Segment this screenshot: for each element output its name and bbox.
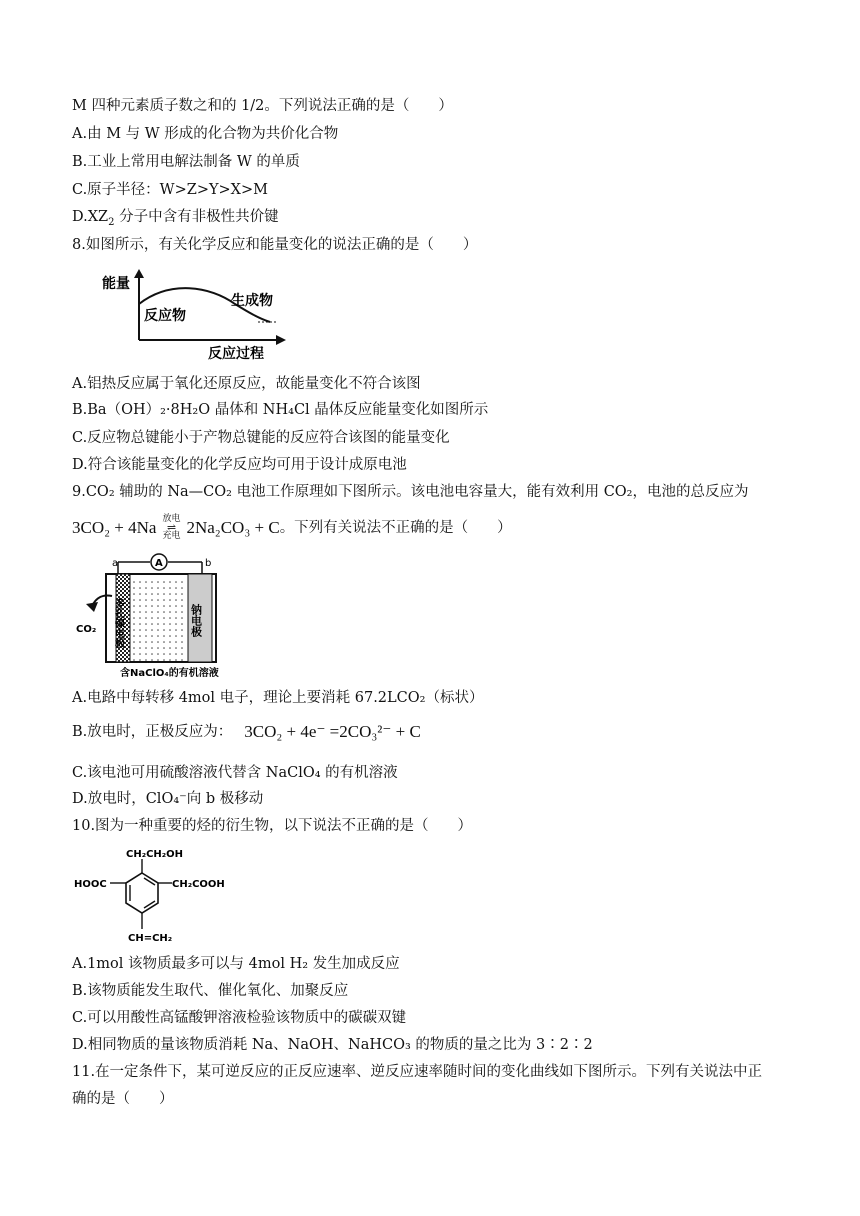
q11-stem-line2: 确的是（ ） [72,1091,174,1107]
electrolyte-caption: 含NaClO₄的有机溶液 [120,668,219,679]
reactant-label: 反应物 [144,308,186,324]
q10-option-a: A.1mol 该物质最多可以与 4mol H₂ 发生加成反应 [72,956,400,972]
q7-option-a: A.由 M 与 W 形成的化合物为共价化合物 [72,126,339,142]
q8-option-a: A.铝热反应属于氧化还原反应，故能量变化不符合该图 [72,376,421,392]
q8-stem: 8.如图所示，有关化学反应和能量变化的说法正确的是（ ） [72,237,478,253]
q8-option-b: B.Ba（OH）₂·8H₂O 晶体和 NH₄Cl 晶体反应能量变化如图所示 [72,402,489,418]
q7-option-b: B.工业上常用电解法制备 W 的单质 [72,154,300,170]
battery-diagram [72,550,232,682]
equation-right: 2Na₂CO₃ + C [186,518,280,537]
terminal-b-label: b [205,558,212,569]
q8-option-d: D.符合该能量变化的化学反应均可用于设计成原电池 [72,457,407,473]
product-label: 生成物 [231,293,273,309]
terminal-a-label: a [112,558,119,569]
q9-stem: 9.CO₂ 辅助的 Na—CO₂ 电池工作原理如下图所示。该电池电容量大，能有效利用 CO₂，电池的总反应为 [72,484,749,500]
q10-option-d: D.相同物质的量该物质消耗 Na、NaOH、NaHCO₃ 的物质的量之比为 3∶2∶2 [72,1037,593,1053]
energy-diagram [100,266,290,362]
structure-formula [72,843,232,945]
reversible-arrow: 放电 ⇌ 充电 [162,514,181,541]
equation-tail: 。下列有关说法不正确的是（ ） [279,520,512,536]
equation-left: 3CO₂ + 4Na [72,518,157,537]
reaction-progress-label: 反应过程 [208,346,264,362]
q9-option-c: C.该电池可用硫酸溶液代替含 NaClO₄ 的有机溶液 [72,765,398,781]
left-substituent: HOOC [74,879,107,890]
energy-axis-label: 能量 [102,276,130,292]
q11-stem-line1: 11.在一定条件下，某可逆反应的正反应速率、逆反应速率随时间的变化曲线如下图所示。下列有关说法中正 [72,1064,763,1080]
q10-option-c: C.可以用酸性高锰酸钾溶液检验该物质中的碳碳双键 [72,1010,407,1026]
top-substituent: CH₂CH₂OH [126,849,184,860]
ammeter-label: A [155,558,163,569]
right-substituent: CH₂COOH [172,879,225,890]
q10-option-b: B.该物质能发生取代、催化氧化、加聚反应 [72,983,349,999]
q8-option-c: C.反应物总键能小于产物总键能的反应符合该图的能量变化 [72,430,450,446]
q7-stem: M 四种元素质子数之和的 1/2。下列说法正确的是（ ） [72,98,453,114]
q7-option-d: $D.XZ_2$ 分子中含有非极性共价键 [72,209,279,228]
q10-stem: 10.图为一种重要的烃的衍生物，以下说法不正确的是（ ） [72,818,473,834]
q9-option-d: D.放电时，ClO₄⁻向 b 极移动 [72,791,264,807]
co2-label: CO₂ [76,624,97,635]
bottom-substituent: CH=CH₂ [128,933,173,944]
q9-option-b: B.放电时，正极反应为： 3CO₂ + 4e⁻ =2CO₃²⁻ + C [72,722,421,741]
q9-option-a: A.电路中每转移 4mol 电子，理论上要消耗 67.2LCO₂（标状） [72,690,484,706]
q7-option-c: C.原子半径：W>Z>Y>X>M [72,182,269,198]
sodium-electrode-label: 钠电极 [189,604,203,637]
q9-total-reaction [72,514,512,542]
nickel-electrode-label: 多孔镍电极 [112,598,124,648]
